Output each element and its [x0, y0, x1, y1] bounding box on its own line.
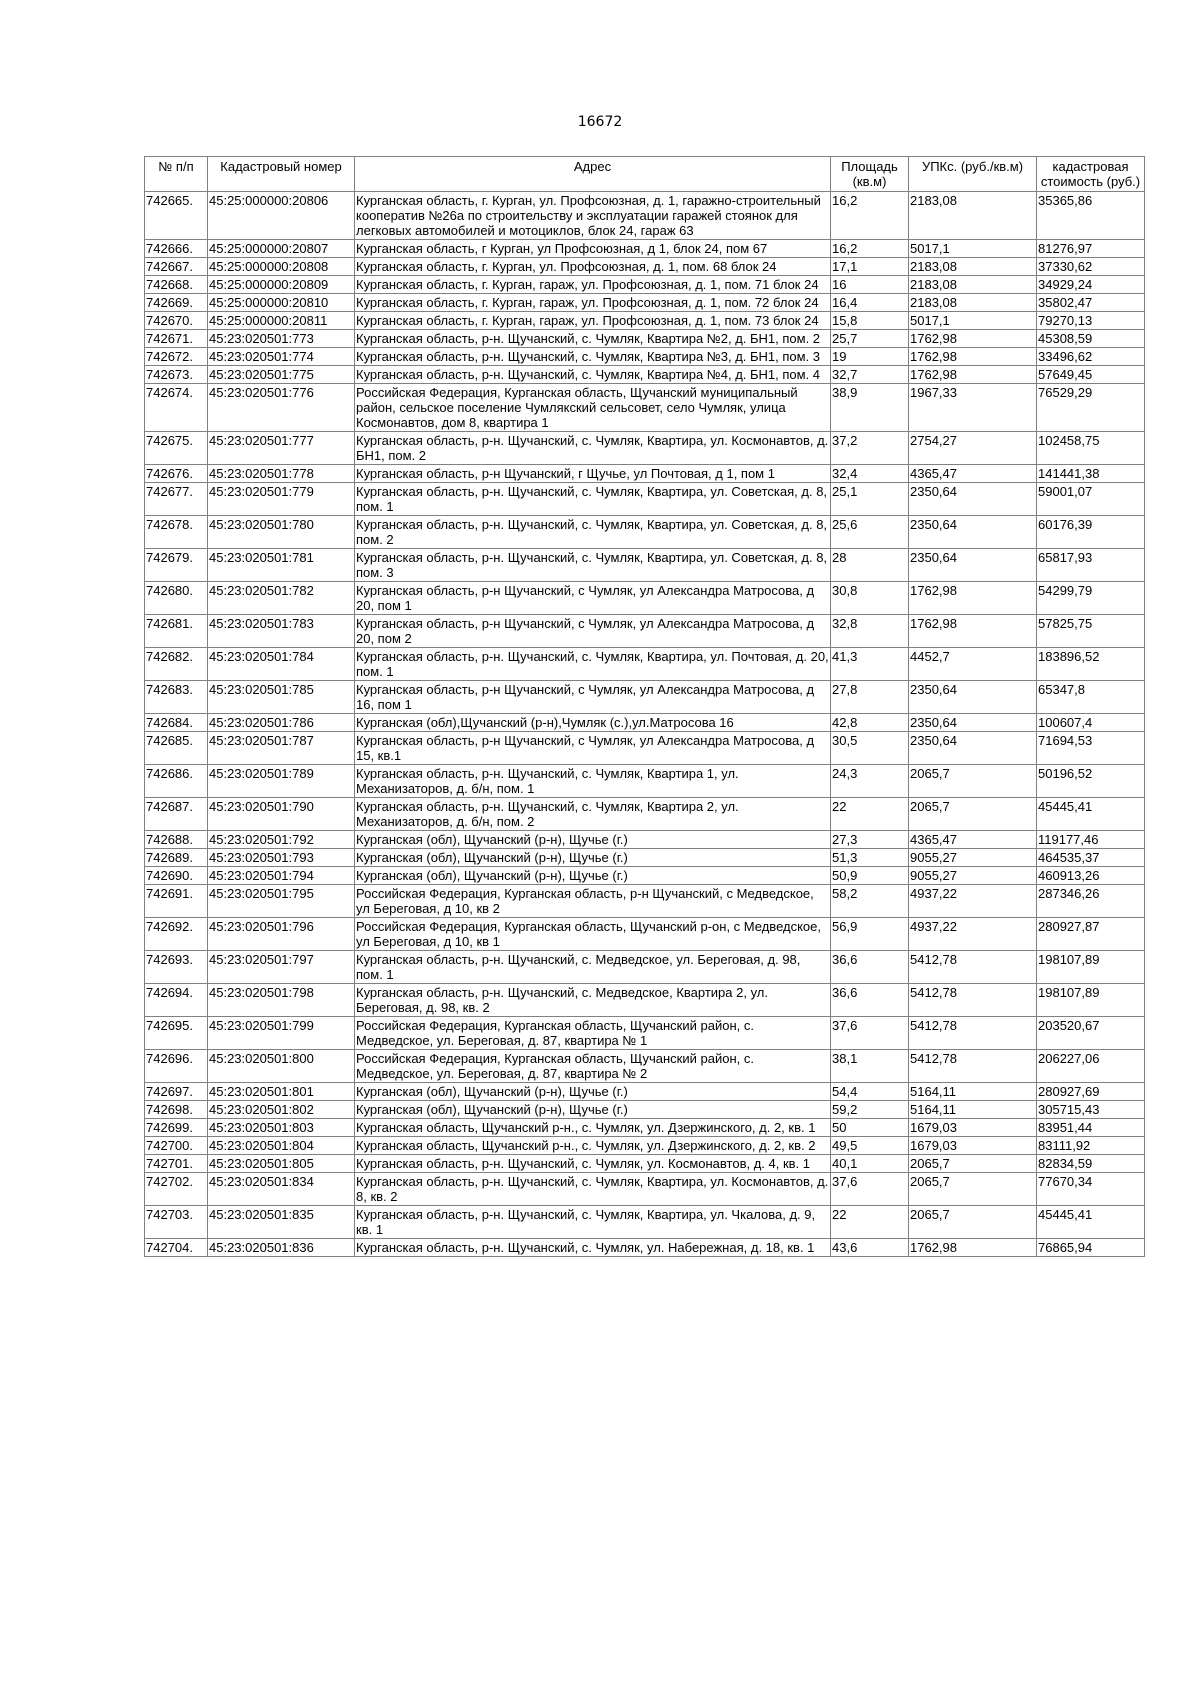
cell-address: Курганская область, р-н. Щучанский, с. Чумляк, Квартира 1, ул. Механизаторов, д. б/н, пом. 1	[355, 765, 831, 798]
cell-upks: 2350,64	[909, 483, 1037, 516]
cell-address: Курганская область, р-н. Щучанский, с. Чумляк, ул. Набережная, д. 18, кв. 1	[355, 1239, 831, 1257]
cell-area: 36,6	[831, 951, 909, 984]
cell-area: 27,3	[831, 831, 909, 849]
cell-cadastral-number: 45:23:020501:835	[208, 1206, 355, 1239]
cell-cadastral-cost: 83111,92	[1037, 1137, 1145, 1155]
cell-cadastral-number: 45:23:020501:781	[208, 549, 355, 582]
cell-upks: 2183,08	[909, 192, 1037, 240]
cell-num: 742703.	[145, 1206, 208, 1239]
cell-cadastral-number: 45:23:020501:792	[208, 831, 355, 849]
cell-num: 742665.	[145, 192, 208, 240]
cell-cadastral-cost: 71694,53	[1037, 732, 1145, 765]
table-row	[145, 294, 1145, 312]
table-row	[145, 465, 1145, 483]
cell-area: 16,4	[831, 294, 909, 312]
table-row	[145, 432, 1145, 465]
cell-cadastral-cost: 77670,34	[1037, 1173, 1145, 1206]
table-row	[145, 483, 1145, 516]
cell-area: 50	[831, 1119, 909, 1137]
table-row	[145, 849, 1145, 867]
cell-upks: 2065,7	[909, 1155, 1037, 1173]
table-row	[145, 516, 1145, 549]
cell-cadastral-cost: 464535,37	[1037, 849, 1145, 867]
cell-address: Курганская область, р-н. Щучанский, с. Чумляк, Квартира, ул. Советская, д. 8, пом. 2	[355, 516, 831, 549]
cell-area: 32,8	[831, 615, 909, 648]
cell-cadastral-cost: 183896,52	[1037, 648, 1145, 681]
cell-cadastral-cost: 198107,89	[1037, 951, 1145, 984]
table-row	[145, 276, 1145, 294]
cell-address: Курганская область, р-н. Щучанский, с. Чумляк, Квартира, ул. Космонавтов, д. БН1, пом. 2	[355, 432, 831, 465]
cell-cadastral-number: 45:23:020501:802	[208, 1101, 355, 1119]
table-row	[145, 1083, 1145, 1101]
cell-upks: 2350,64	[909, 681, 1037, 714]
cell-cadastral-cost: 280927,69	[1037, 1083, 1145, 1101]
cell-area: 16,2	[831, 240, 909, 258]
cell-cadastral-number: 45:23:020501:801	[208, 1083, 355, 1101]
cell-cadastral-number: 45:23:020501:789	[208, 765, 355, 798]
cell-upks: 1762,98	[909, 366, 1037, 384]
cell-address: Российская Федерация, Курганская область, Щучанский р-он, с Медведское, ул Береговая, д 10, кв 1	[355, 918, 831, 951]
cell-upks: 1762,98	[909, 330, 1037, 348]
cell-area: 43,6	[831, 1239, 909, 1257]
cell-cadastral-cost: 203520,67	[1037, 1017, 1145, 1050]
cell-cadastral-number: 45:23:020501:795	[208, 885, 355, 918]
cell-num: 742693.	[145, 951, 208, 984]
cell-address: Курганская область, р-н Щучанский, г Щучье, ул Почтовая, д 1, пом 1	[355, 465, 831, 483]
cell-cadastral-number: 45:23:020501:778	[208, 465, 355, 483]
cell-area: 40,1	[831, 1155, 909, 1173]
cell-address: Российская Федерация, Курганская область, Щучанский муниципальный район, сельское поселение Чумлякский сельсовет, село Чумляк, улица Космонавтов, дом 8, квартира 1	[355, 384, 831, 432]
cell-upks: 4365,47	[909, 831, 1037, 849]
cell-address: Курганская (обл), Щучанский (р-н), Щучье (г.)	[355, 849, 831, 867]
cell-cadastral-cost: 287346,26	[1037, 885, 1145, 918]
cell-num: 742670.	[145, 312, 208, 330]
cell-area: 16	[831, 276, 909, 294]
cell-area: 42,8	[831, 714, 909, 732]
cell-upks: 2350,64	[909, 549, 1037, 582]
cell-address: Курганская область, г. Курган, ул. Профсоюзная, д. 1, пом. 68 блок 24	[355, 258, 831, 276]
cell-upks: 2183,08	[909, 258, 1037, 276]
table-row	[145, 681, 1145, 714]
cell-num: 742669.	[145, 294, 208, 312]
header-address: Адрес	[355, 157, 831, 192]
cell-cadastral-number: 45:25:000000:20809	[208, 276, 355, 294]
table-row	[145, 549, 1145, 582]
cell-cadastral-number: 45:25:000000:20811	[208, 312, 355, 330]
cell-cadastral-cost: 65347,8	[1037, 681, 1145, 714]
cell-cadastral-number: 45:23:020501:774	[208, 348, 355, 366]
table-row	[145, 732, 1145, 765]
cell-num: 742691.	[145, 885, 208, 918]
cell-address: Курганская область, р-н. Щучанский, с. Чумляк, Квартира №4, д. БН1, пом. 4	[355, 366, 831, 384]
cell-cadastral-cost: 81276,97	[1037, 240, 1145, 258]
cell-address: Курганская область, г. Курган, гараж, ул. Профсоюзная, д. 1, пом. 73 блок 24	[355, 312, 831, 330]
cell-num: 742698.	[145, 1101, 208, 1119]
cell-cadastral-number: 45:25:000000:20807	[208, 240, 355, 258]
cell-cadastral-number: 45:23:020501:773	[208, 330, 355, 348]
cell-num: 742704.	[145, 1239, 208, 1257]
cell-cadastral-cost: 102458,75	[1037, 432, 1145, 465]
cell-upks: 2065,7	[909, 1173, 1037, 1206]
cell-upks: 5412,78	[909, 1017, 1037, 1050]
table-row	[145, 312, 1145, 330]
cell-num: 742675.	[145, 432, 208, 465]
cell-upks: 1762,98	[909, 615, 1037, 648]
cell-cadastral-cost: 76865,94	[1037, 1239, 1145, 1257]
cell-area: 22	[831, 798, 909, 831]
cell-cadastral-cost: 206227,06	[1037, 1050, 1145, 1083]
cell-upks: 1762,98	[909, 582, 1037, 615]
cell-cadastral-cost: 45445,41	[1037, 798, 1145, 831]
cell-num: 742701.	[145, 1155, 208, 1173]
cell-num: 742671.	[145, 330, 208, 348]
cell-upks: 4937,22	[909, 918, 1037, 951]
cell-address: Курганская (обл),Щучанский (р-н),Чумляк (с.),ул.Матросова 16	[355, 714, 831, 732]
cell-address: Курганская область, р-н. Щучанский, с. Чумляк, Квартира, ул. Советская, д. 8, пом. 1	[355, 483, 831, 516]
cell-cadastral-cost: 76529,29	[1037, 384, 1145, 432]
cell-num: 742688.	[145, 831, 208, 849]
cell-area: 15,8	[831, 312, 909, 330]
table-row	[145, 918, 1145, 951]
table-row	[145, 1173, 1145, 1206]
cell-area: 37,2	[831, 432, 909, 465]
cell-num: 742673.	[145, 366, 208, 384]
cell-cadastral-cost: 198107,89	[1037, 984, 1145, 1017]
table-row	[145, 1119, 1145, 1137]
cell-area: 32,4	[831, 465, 909, 483]
cell-upks: 9055,27	[909, 867, 1037, 885]
cell-cadastral-cost: 100607,4	[1037, 714, 1145, 732]
cell-area: 27,8	[831, 681, 909, 714]
cell-num: 742699.	[145, 1119, 208, 1137]
cell-cadastral-number: 45:23:020501:787	[208, 732, 355, 765]
table-row	[145, 1017, 1145, 1050]
cell-upks: 2350,64	[909, 516, 1037, 549]
cell-upks: 4937,22	[909, 885, 1037, 918]
table-row	[145, 1206, 1145, 1239]
cell-area: 36,6	[831, 984, 909, 1017]
table-row	[145, 582, 1145, 615]
cell-cadastral-number: 45:23:020501:796	[208, 918, 355, 951]
cell-upks: 5017,1	[909, 312, 1037, 330]
cell-address: Курганская область, р-н. Щучанский, с. Чумляк, Квартира, ул. Космонавтов, д. 8, кв. 2	[355, 1173, 831, 1206]
cell-area: 28	[831, 549, 909, 582]
table-row	[145, 192, 1145, 240]
cell-upks: 5164,11	[909, 1101, 1037, 1119]
cell-address: Курганская область, г Курган, ул Профсоюзная, д 1, блок 24, пом 67	[355, 240, 831, 258]
cell-cadastral-number: 45:23:020501:799	[208, 1017, 355, 1050]
header-upks: УПКс. (руб./кв.м)	[909, 157, 1037, 192]
table-row	[145, 1050, 1145, 1083]
cell-cadastral-number: 45:25:000000:20810	[208, 294, 355, 312]
cell-area: 38,1	[831, 1050, 909, 1083]
cell-num: 742700.	[145, 1137, 208, 1155]
cell-cadastral-cost: 59001,07	[1037, 483, 1145, 516]
cell-address: Курганская область, р-н. Щучанский, с. Чумляк, Квартира, ул. Почтовая, д. 20, пом. 1	[356, 649, 829, 679]
table-row	[145, 951, 1145, 984]
cell-num: 742681.	[145, 615, 208, 648]
table-row	[145, 798, 1145, 831]
cell-area: 25,7	[831, 330, 909, 348]
cell-upks: 2065,7	[909, 765, 1037, 798]
cell-num: 742683.	[145, 681, 208, 714]
cell-upks: 5164,11	[909, 1083, 1037, 1101]
cell-address: Курганская область, г. Курган, ул. Профсоюзная, д. 1, гаражно-строительный кооператив №26а по строительству и эксплуатации гаражей стоянок для легковых автомобилей и мотоциклов, блок 24, гараж 63	[355, 192, 831, 240]
cell-area: 37,6	[831, 1017, 909, 1050]
cell-area: 17,1	[831, 258, 909, 276]
cell-area: 32,7	[831, 366, 909, 384]
cell-upks: 2183,08	[909, 294, 1037, 312]
cell-upks: 2065,7	[909, 798, 1037, 831]
cell-area: 49,5	[831, 1137, 909, 1155]
cell-address: Курганская область, р-н Щучанский, с Чумляк, ул Александра Матросова, д 20, пом 1	[355, 582, 831, 615]
cell-cadastral-number: 45:23:020501:776	[208, 384, 355, 432]
cell-area: 50,9	[831, 867, 909, 885]
table-row	[145, 258, 1145, 276]
cell-num: 742696.	[145, 1050, 208, 1083]
cell-cadastral-number: 45:23:020501:800	[208, 1050, 355, 1083]
cell-num: 742674.	[145, 384, 208, 432]
cell-num: 742695.	[145, 1017, 208, 1050]
cadastral-value-table	[144, 156, 1145, 1257]
cell-cadastral-cost: 460913,26	[1037, 867, 1145, 885]
cell-area: 58,2	[831, 885, 909, 918]
cell-num: 742680.	[145, 582, 208, 615]
header-cadastral-cost: кадастровая стоимость (руб.)	[1037, 157, 1145, 192]
cell-num: 742690.	[145, 867, 208, 885]
cell-num: 742666.	[145, 240, 208, 258]
cell-upks: 1762,98	[909, 1239, 1037, 1257]
page-number: 16672	[577, 114, 623, 130]
table-row	[145, 765, 1145, 798]
table-row	[145, 867, 1145, 885]
cell-num: 742684.	[145, 714, 208, 732]
cell-area: 25,1	[831, 483, 909, 516]
table-row	[145, 1137, 1145, 1155]
cell-address: Курганская область, р-н. Щучанский, с. Чумляк, Квартира 2, ул. Механизаторов, д. б/н, пом. 2	[355, 798, 831, 831]
cell-cadastral-number: 45:23:020501:836	[208, 1239, 355, 1257]
cell-cadastral-cost: 119177,46	[1037, 831, 1145, 849]
cell-cadastral-number: 45:23:020501:790	[208, 798, 355, 831]
cell-address: Курганская (обл), Щучанский (р-н), Щучье (г.)	[355, 1101, 831, 1119]
cell-cadastral-cost: 37330,62	[1037, 258, 1145, 276]
cell-num: 742692.	[145, 918, 208, 951]
cell-upks: 1967,33	[909, 384, 1037, 432]
cell-address: Курганская область, р-н. Щучанский, с. Медведское, Квартира 2, ул. Береговая, д. 98, кв. 2	[355, 984, 831, 1017]
cell-upks: 5412,78	[909, 984, 1037, 1017]
table-row	[145, 240, 1145, 258]
cell-address: Курганская (обл), Щучанский (р-н), Щучье (г.)	[355, 1083, 831, 1101]
cell-cadastral-cost: 50196,52	[1037, 765, 1145, 798]
table-row	[145, 714, 1145, 732]
cell-area: 38,9	[831, 384, 909, 432]
cell-cadastral-number: 45:23:020501:798	[208, 984, 355, 1017]
cell-cadastral-cost: 35365,86	[1037, 192, 1145, 240]
cell-area: 37,6	[831, 1173, 909, 1206]
cell-area: 56,9	[831, 918, 909, 951]
cell-cadastral-cost: 280927,87	[1037, 918, 1145, 951]
cell-num: 742689.	[145, 849, 208, 867]
cell-upks: 1679,03	[909, 1137, 1037, 1155]
cell-address: Курганская область, г. Курган, гараж, ул. Профсоюзная, д. 1, пом. 71 блок 24	[355, 276, 831, 294]
cell-address: Курганская область, р-н Щучанский, с Чумляк, ул Александра Матросова, д 16, пом 1	[355, 681, 831, 714]
cell-cadastral-cost: 65817,93	[1037, 549, 1145, 582]
cell-area: 54,4	[831, 1083, 909, 1101]
table-row	[145, 366, 1145, 384]
cell-num: 742685.	[145, 732, 208, 765]
cell-area: 30,8	[831, 582, 909, 615]
cell-cadastral-cost: 54299,79	[1037, 582, 1145, 615]
cell-upks: 4452,7	[909, 648, 1037, 681]
cell-cadastral-cost: 45445,41	[1037, 1206, 1145, 1239]
cell-upks: 2754,27	[909, 432, 1037, 465]
cell-num: 742687.	[145, 798, 208, 831]
cell-cadastral-cost: 79270,13	[1037, 312, 1145, 330]
table-row	[145, 1101, 1145, 1119]
cell-cadastral-number: 45:23:020501:804	[208, 1137, 355, 1155]
cell-address: Курганская область, р-н Щучанский, с Чумляк, ул Александра Матросова, д 20, пом 2	[355, 615, 831, 648]
table-body	[145, 192, 1145, 1257]
cell-num: 742672.	[145, 348, 208, 366]
cell-upks: 5412,78	[909, 951, 1037, 984]
cell-num: 742668.	[145, 276, 208, 294]
cell-num: 742686.	[145, 765, 208, 798]
cell-cadastral-number: 45:23:020501:775	[208, 366, 355, 384]
cell-upks: 1762,98	[909, 348, 1037, 366]
cell-num: 742702.	[145, 1173, 208, 1206]
cell-area: 19	[831, 348, 909, 366]
cell-address: Курганская (обл), Щучанский (р-н), Щучье (г.)	[355, 867, 831, 885]
cell-num: 742697.	[145, 1083, 208, 1101]
cell-cadastral-number: 45:23:020501:783	[208, 615, 355, 648]
cell-area: 51,3	[831, 849, 909, 867]
cell-area: 25,6	[831, 516, 909, 549]
cell-upks: 2350,64	[909, 714, 1037, 732]
cell-upks: 2350,64	[909, 732, 1037, 765]
cell-upks: 4365,47	[909, 465, 1037, 483]
cell-upks: 2065,7	[909, 1206, 1037, 1239]
table-row	[145, 831, 1145, 849]
cell-cadastral-cost: 35802,47	[1037, 294, 1145, 312]
cell-cadastral-cost: 57825,75	[1037, 615, 1145, 648]
cell-cadastral-number: 45:23:020501:780	[208, 516, 355, 549]
cell-cadastral-cost: 45308,59	[1037, 330, 1145, 348]
cell-cadastral-cost: 57649,45	[1037, 366, 1145, 384]
cell-cadastral-cost: 60176,39	[1037, 516, 1145, 549]
cell-cadastral-number: 45:23:020501:785	[208, 681, 355, 714]
cell-num: 742678.	[145, 516, 208, 549]
cell-address: Российская Федерация, Курганская область, р-н Щучанский, с Медведское, ул Береговая, д 10, кв 2	[355, 885, 831, 918]
cell-address: Курганская область, Щучанский р-н., с. Чумляк, ул. Дзержинского, д. 2, кв. 2	[355, 1137, 831, 1155]
cell-area: 30,5	[831, 732, 909, 765]
cell-cadastral-cost: 141441,38	[1037, 465, 1145, 483]
cell-area: 22	[831, 1206, 909, 1239]
cell-cadastral-number: 45:23:020501:782	[208, 582, 355, 615]
table-row	[145, 885, 1145, 918]
header-cadastral-number: Кадастровый номер	[208, 157, 355, 192]
cell-address: Курганская область, Щучанский р-н., с. Чумляк, ул. Дзержинского, д. 2, кв. 1	[355, 1119, 831, 1137]
cell-address: Курганская область, р-н. Щучанский, с. Чумляк, Квартира №3, д. БН1, пом. 3	[355, 348, 831, 366]
table-row	[145, 648, 1145, 681]
cell-address: Курганская область, р-н. Щучанский, с. Чумляк, ул. Космонавтов, д. 4, кв. 1	[355, 1155, 831, 1173]
cell-upks: 5412,78	[909, 1050, 1037, 1083]
cell-cadastral-number: 45:23:020501:834	[208, 1173, 355, 1206]
cell-address: Российская Федерация, Курганская область, Щучанский район, с. Медведское, ул. Береговая, д. 87, квартира № 2	[355, 1050, 831, 1083]
cell-cadastral-number: 45:25:000000:20806	[208, 192, 355, 240]
table-header-row	[145, 157, 1145, 192]
cell-cadastral-number: 45:23:020501:794	[208, 867, 355, 885]
table-row	[145, 615, 1145, 648]
cell-upks: 1679,03	[909, 1119, 1037, 1137]
table-row	[145, 348, 1145, 366]
cell-area: 24,3	[831, 765, 909, 798]
cell-num: 742694.	[145, 984, 208, 1017]
cell-area: 41,3	[831, 648, 909, 681]
cell-cadastral-number: 45:23:020501:784	[208, 648, 355, 681]
cell-address: Курганская область, р-н Щучанский, с Чумляк, ул Александра Матросова, д 15, кв.1	[355, 732, 831, 765]
cell-cadastral-number: 45:23:020501:779	[208, 483, 355, 516]
cell-address: Курганская область, р-н. Щучанский, с. Чумляк, Квартира №2, д. БН1, пом. 2	[355, 330, 831, 348]
cell-area: 59,2	[831, 1101, 909, 1119]
cell-address: Курганская (обл), Щучанский (р-н), Щучье (г.)	[355, 831, 831, 849]
cell-num: 742682.	[145, 648, 208, 681]
table-row	[145, 330, 1145, 348]
table-row	[145, 984, 1145, 1017]
cell-num: 742677.	[145, 483, 208, 516]
cell-cadastral-number: 45:23:020501:786	[208, 714, 355, 732]
cell-address: Курганская область, р-н. Щучанский, с. Медведское, ул. Береговая, д. 98, пом. 1	[355, 951, 831, 984]
cell-cadastral-cost: 305715,43	[1037, 1101, 1145, 1119]
cell-area: 16,2	[831, 192, 909, 240]
cell-cadastral-cost: 33496,62	[1037, 348, 1145, 366]
cell-address: Курганская область, р-н. Щучанский, с. Чумляк, Квартира, ул. Чкалова, д. 9, кв. 1	[355, 1206, 831, 1239]
header-num: № п/п	[145, 157, 208, 192]
table-row	[145, 384, 1145, 432]
cell-address: Курганская область, р-н. Щучанский, с. Чумляк, Квартира, ул. Советская, д. 8, пом. 3	[355, 549, 831, 582]
cell-cadastral-number: 45:23:020501:805	[208, 1155, 355, 1173]
table-row	[145, 1239, 1145, 1257]
cell-cadastral-number: 45:23:020501:793	[208, 849, 355, 867]
cell-num: 742667.	[145, 258, 208, 276]
table-row	[145, 1155, 1145, 1173]
cell-num: 742676.	[145, 465, 208, 483]
cell-upks: 9055,27	[909, 849, 1037, 867]
cell-cadastral-cost: 82834,59	[1037, 1155, 1145, 1173]
cell-cadastral-number: 45:25:000000:20808	[208, 258, 355, 276]
cell-address: Российская Федерация, Курганская область, Щучанский район, с. Медведское, ул. Береговая, д. 87, квартира № 1	[355, 1017, 831, 1050]
cell-cadastral-cost: 34929,24	[1037, 276, 1145, 294]
header-area: Площадь (кв.м)	[831, 157, 909, 192]
cell-num: 742679.	[145, 549, 208, 582]
cell-cadastral-cost: 83951,44	[1037, 1119, 1145, 1137]
cell-address: Курганская область, г. Курган, гараж, ул. Профсоюзная, д. 1, пом. 72 блок 24	[355, 294, 831, 312]
cell-upks: 2183,08	[909, 276, 1037, 294]
cell-cadastral-number: 45:23:020501:797	[208, 951, 355, 984]
cell-cadastral-number: 45:23:020501:777	[208, 432, 355, 465]
cell-cadastral-number: 45:23:020501:803	[208, 1119, 355, 1137]
cell-upks: 5017,1	[909, 240, 1037, 258]
